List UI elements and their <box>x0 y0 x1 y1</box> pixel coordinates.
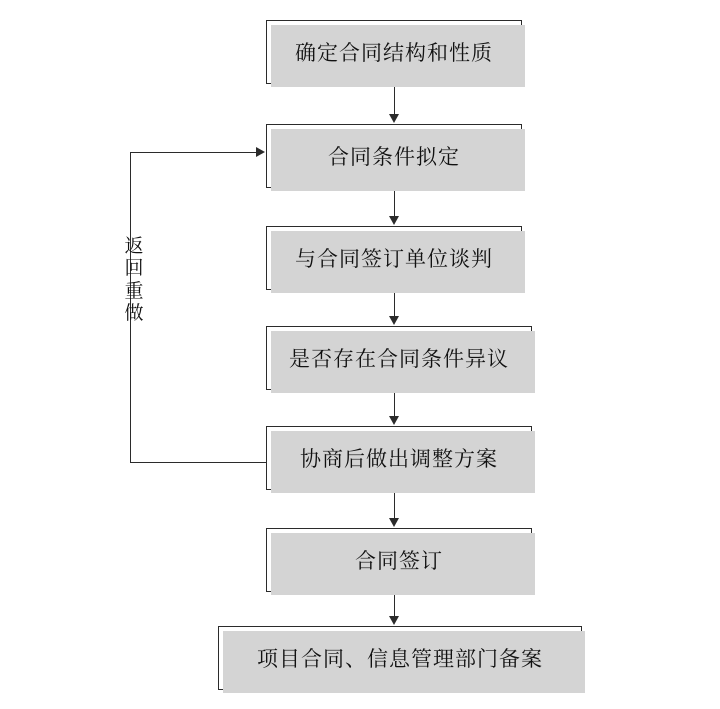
connector-n5-n6 <box>394 490 395 519</box>
flow-node-negotiate[interactable] <box>266 226 522 290</box>
feedback-label-char-1: 回 <box>124 258 144 280</box>
node-label: 合同条件拟定 <box>328 145 460 169</box>
connector-n1-n2 <box>394 84 395 115</box>
arrowhead-n6-n7 <box>389 616 399 625</box>
connector-n3-n4 <box>394 290 395 317</box>
connector-n2-n3 <box>394 188 395 217</box>
flow-node-draft-terms[interactable] <box>266 124 522 188</box>
feedback-line-top <box>130 152 258 153</box>
node-label: 确定合同结构和性质 <box>295 41 493 65</box>
arrowhead-n5-n6 <box>389 518 399 527</box>
arrowhead-n2-n3 <box>389 216 399 225</box>
connector-n4-n5 <box>394 390 395 417</box>
flow-node-dispute-check[interactable] <box>266 326 532 390</box>
arrowhead-n1-n2 <box>389 114 399 123</box>
arrowhead-feedback <box>256 147 265 157</box>
node-label: 项目合同、信息管理部门备案 <box>257 647 543 671</box>
arrowhead-n3-n4 <box>389 316 399 325</box>
feedback-label-char-2: 重 <box>124 280 144 302</box>
connector-n6-n7 <box>394 592 395 617</box>
flow-node-adjustment-plan[interactable] <box>266 426 532 490</box>
feedback-line-bottom <box>130 462 267 463</box>
node-label: 合同签订 <box>355 549 443 573</box>
arrowhead-n4-n5 <box>389 416 399 425</box>
feedback-label-char-3: 做 <box>124 303 144 325</box>
feedback-label <box>122 236 146 326</box>
flow-node-filing[interactable] <box>218 626 582 690</box>
node-label: 协商后做出调整方案 <box>300 447 498 471</box>
flow-node-contract-structure[interactable] <box>266 20 522 84</box>
flow-node-sign-contract[interactable] <box>266 528 532 592</box>
node-label: 是否存在合同条件异议 <box>289 347 509 371</box>
node-label: 与合同签订单位谈判 <box>295 247 493 271</box>
feedback-label-char-0: 返 <box>124 236 144 257</box>
